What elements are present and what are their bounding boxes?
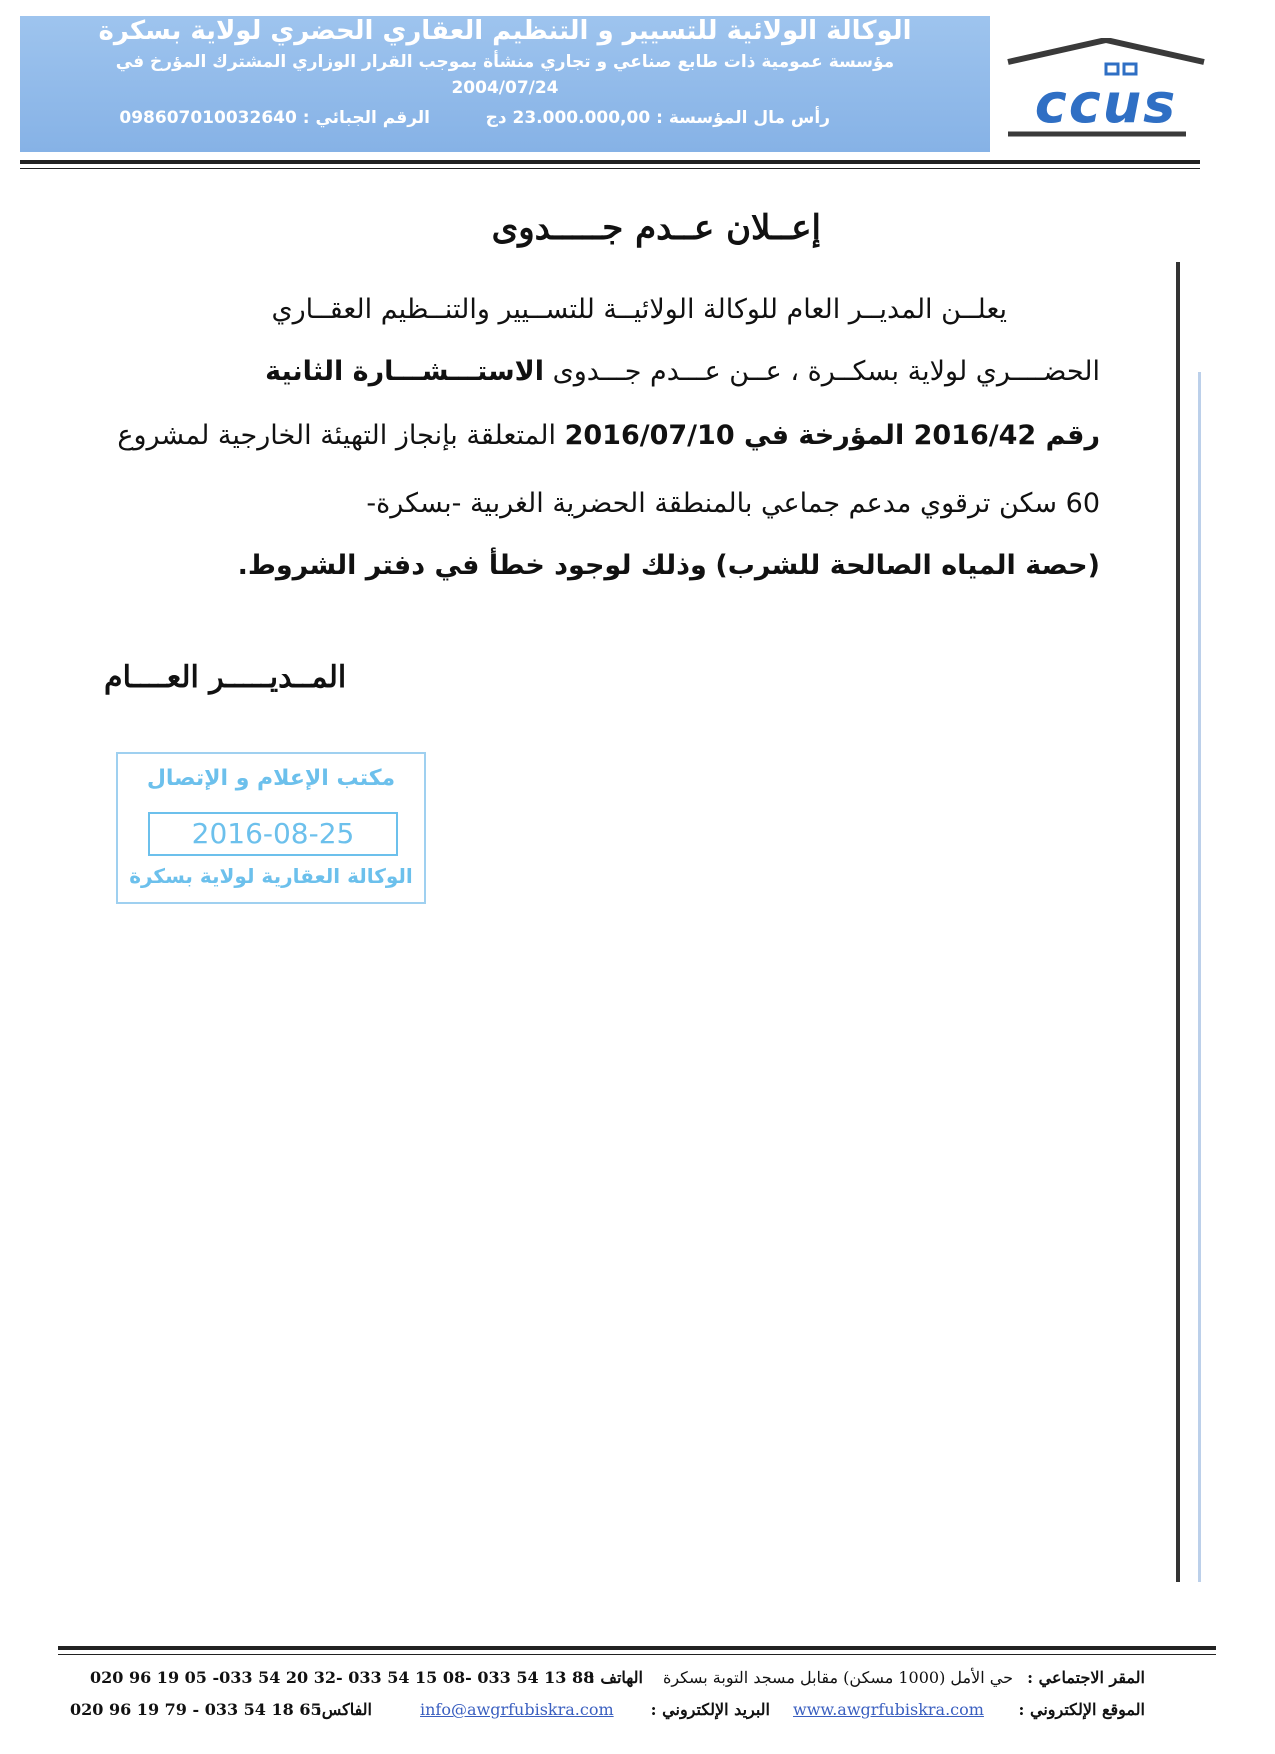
line-3-text: المتعلقة بإنجاز التهيئة الخارجية لمشروع bbox=[117, 420, 556, 451]
phone-numbers: 020 96 19 05 -033 54 20 32- 033 54 15 08- 033 54 13 88 bbox=[90, 1668, 595, 1687]
margin-rule bbox=[1176, 262, 1180, 1582]
logo-roof-icon bbox=[1008, 40, 1204, 62]
footer-divider-thin bbox=[58, 1654, 1216, 1655]
stamp-agency: الوكالة العقارية لولاية بسكرة bbox=[129, 864, 413, 888]
fax-numbers: 020 96 19 79 - 033 54 18 65 bbox=[70, 1700, 322, 1719]
legal-status: مؤسسة عمومية ذات طابع صناعي و تجاري منشأة بموجب القرار الوزاري المشترك المؤرخ في bbox=[115, 52, 895, 72]
footer-divider bbox=[58, 1646, 1216, 1650]
stamp-office: مكتب الإعلام و الإتصال bbox=[146, 766, 396, 791]
letterhead-banner bbox=[20, 16, 990, 152]
capital-value: 23.000.000,00 دج bbox=[485, 108, 651, 128]
email-link[interactable]: info@awgrfubiskra.com bbox=[420, 1700, 614, 1719]
line-5-lot: (حصة المياه الصالحة للشرب) bbox=[715, 550, 1100, 581]
address-text: حي الأمل (1000 مسكن) مقابل مسجد التوبة بسكرة bbox=[662, 1668, 1013, 1687]
announcement-line-1: يعلــن المديــر العام للوكالة الولائيــة للتســيير والتنــظيم العقــاري bbox=[271, 294, 1007, 325]
fax-label: الفاكس: bbox=[315, 1700, 372, 1719]
capital-label: رأس مال المؤسسة : bbox=[656, 108, 830, 128]
signature-title: المــديـــــر العــــام bbox=[104, 660, 347, 695]
announcement-line-2 bbox=[265, 356, 1100, 387]
line-2-bold: الاستـــشـــارة الثانية bbox=[265, 356, 545, 387]
tax-id-label: الرقم الجبائي : bbox=[302, 108, 430, 128]
capital-info bbox=[486, 108, 830, 128]
website-link[interactable]: www.awgrfubiskra.com bbox=[793, 1700, 984, 1719]
email-label: البريد الإلكتروني : bbox=[650, 1700, 770, 1719]
announcement-title: إعــلان عــدم جـــــدوى bbox=[491, 208, 821, 248]
tax-id-value: 098607010032640 bbox=[119, 108, 297, 128]
announcement-line-3 bbox=[117, 420, 1100, 451]
announcement-line-4: 60 سكن ترقوي مدعم جماعي بالمنطقة الحضرية الغربية -بسكرة- bbox=[366, 488, 1100, 519]
decree-date: 2004/07/24 bbox=[451, 78, 559, 98]
office-stamp bbox=[116, 752, 426, 904]
consultation-reference: رقم 2016/42 المؤرخة في 2016/07/10 bbox=[564, 420, 1100, 451]
phone-label: الهاتف : bbox=[588, 1668, 643, 1687]
logo-text: ccus bbox=[1034, 72, 1178, 135]
address-label: المقر الاجتماعي : bbox=[1027, 1668, 1145, 1687]
header-divider-thin bbox=[20, 168, 1200, 169]
margin-rule-light bbox=[1198, 372, 1201, 1582]
announcement-line-5 bbox=[238, 550, 1100, 581]
agency-logo bbox=[1006, 38, 1206, 138]
agency-name: الوكالة الولائية للتسيير و التنظيم العقاري الحضري لولاية بسكرة bbox=[98, 16, 912, 46]
header-divider bbox=[20, 160, 1200, 164]
stamp-date: 2016-08-25 bbox=[148, 812, 398, 856]
tax-id-info bbox=[119, 108, 430, 128]
website-label: الموقع الإلكتروني : bbox=[1018, 1700, 1145, 1719]
line-2-text: الحضــــري لولاية بسكــرة ، عــن عـــدم جـــدوى bbox=[552, 356, 1100, 387]
line-5-reason: وذلك لوجود خطأ في دفتر الشروط. bbox=[237, 550, 707, 581]
